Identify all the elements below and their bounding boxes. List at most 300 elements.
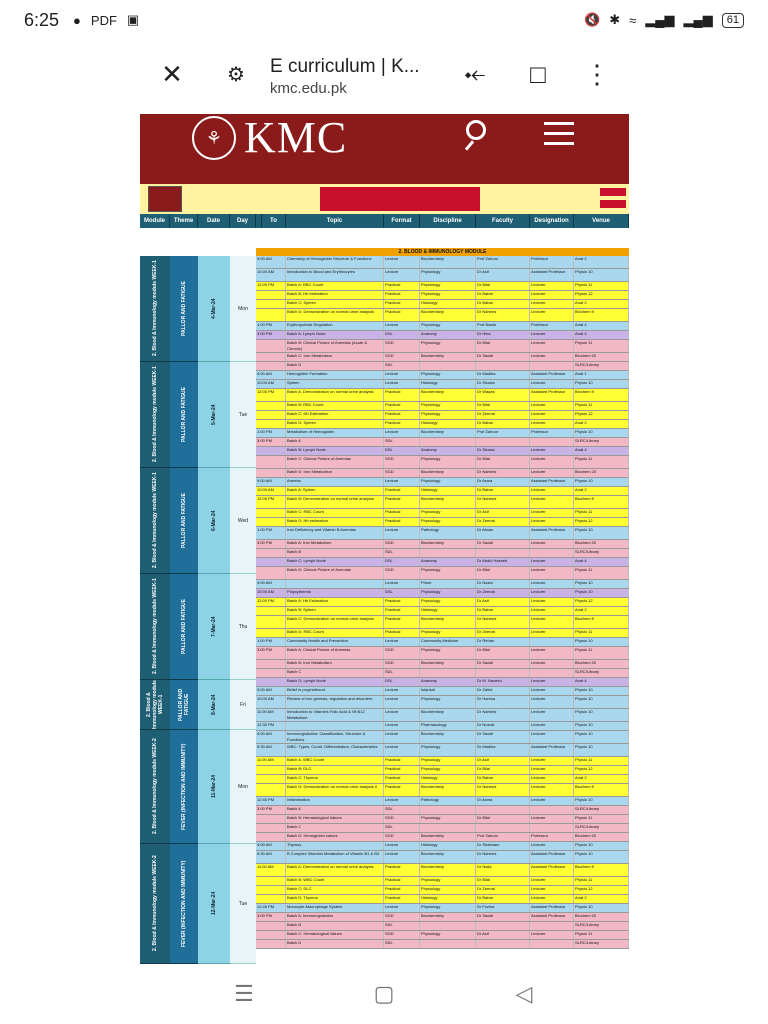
table-cell: 9:00 AM bbox=[256, 687, 286, 695]
table-cell: Batch D: RBC Count bbox=[286, 629, 384, 637]
table-cell: Lecture bbox=[384, 256, 420, 268]
day-label: Mon bbox=[230, 730, 256, 844]
kmc-emblem-icon: ⚘ bbox=[192, 116, 236, 160]
week-cell bbox=[140, 730, 170, 844]
table-cell: Lecturer bbox=[530, 696, 574, 708]
week-cell bbox=[140, 680, 170, 730]
table-row bbox=[256, 340, 629, 353]
table-cell bbox=[256, 833, 286, 841]
table-cell: Physiology bbox=[420, 744, 476, 756]
back-icon[interactable]: ◁ bbox=[515, 981, 533, 1006]
theme-label: PALLOR AND FATIGUE bbox=[178, 688, 190, 721]
table-cell: Assistant Professor bbox=[530, 851, 574, 863]
table-cell: Biochem 20 bbox=[574, 913, 629, 921]
table-row bbox=[256, 616, 629, 629]
table-cell: Biochem 9 bbox=[574, 309, 629, 321]
table-row bbox=[256, 638, 629, 647]
table-cell: Batch C bbox=[286, 824, 384, 832]
table-row bbox=[256, 567, 629, 580]
table-cell: Physio 11 bbox=[574, 931, 629, 939]
table-cell: SDL bbox=[384, 669, 420, 677]
table-cell: Metabolism of Hemoglobin bbox=[286, 429, 384, 437]
table-row bbox=[256, 362, 629, 371]
table-cell: 3:00 PM bbox=[256, 438, 286, 446]
timetable bbox=[140, 214, 629, 964]
table-cell: Lecturer bbox=[530, 842, 574, 850]
table-cell: Dr Madiha bbox=[476, 744, 530, 756]
table-row bbox=[256, 282, 629, 291]
browser-toolbar bbox=[0, 40, 768, 112]
table-cell: SGD bbox=[384, 540, 420, 548]
table-cell: 9:00 AM bbox=[256, 580, 286, 588]
table-cell bbox=[476, 806, 530, 814]
week-label: 2. Blood & Immunology module WEEK-1 bbox=[152, 578, 158, 675]
table-cell: Batch C: Spleen bbox=[286, 300, 384, 308]
table-cell bbox=[420, 806, 476, 814]
table-row bbox=[256, 904, 629, 913]
table-cell: Anat 2 bbox=[574, 607, 629, 615]
table-cell: Lecture bbox=[384, 851, 420, 863]
table-cell: Dr Asif bbox=[476, 598, 530, 606]
table-cell: Lecture bbox=[384, 842, 420, 850]
bookmark-icon[interactable]: □ bbox=[530, 58, 546, 89]
table-cell: Lecturer bbox=[530, 469, 574, 477]
column-header: Date bbox=[198, 214, 230, 228]
table-cell: Lecture bbox=[384, 904, 420, 912]
table-row bbox=[256, 731, 629, 744]
timetable-header bbox=[140, 214, 629, 228]
table-cell bbox=[256, 922, 286, 930]
table-row bbox=[256, 922, 629, 931]
table-cell: Dr Naheed bbox=[476, 851, 530, 863]
table-row bbox=[256, 815, 629, 824]
week-label: 2. Blood & Immunology module WEEK-2 bbox=[152, 738, 158, 835]
search-icon[interactable] bbox=[460, 116, 496, 152]
table-cell: SGD bbox=[384, 913, 420, 921]
table-cell bbox=[286, 580, 384, 588]
table-cell: Batch D bbox=[286, 940, 384, 948]
table-cell: Lecturer bbox=[530, 687, 574, 695]
table-cell: Lecturer bbox=[530, 598, 574, 606]
table-cell: Biochemistry bbox=[420, 469, 476, 477]
table-cell: Lecturer bbox=[530, 886, 574, 894]
table-row bbox=[256, 291, 629, 300]
table-row bbox=[256, 931, 629, 940]
table-cell: Practical bbox=[384, 282, 420, 290]
college-seal-icon bbox=[148, 186, 182, 212]
table-cell: Lecturer bbox=[530, 731, 574, 743]
table-cell: Practical bbox=[384, 411, 420, 419]
table-cell: Lecturer bbox=[530, 540, 574, 548]
table-row bbox=[256, 842, 629, 851]
table-cell: DSL bbox=[384, 558, 420, 566]
table-cell: Dr Babar bbox=[476, 420, 530, 428]
date-label: 8-Mar-24 bbox=[211, 694, 217, 715]
table-cell bbox=[256, 775, 286, 783]
table-cell: Physiology bbox=[420, 340, 476, 352]
date-label: 11-Mar-24 bbox=[211, 774, 217, 799]
table-cell: Physio 10 bbox=[574, 696, 629, 708]
table-cell: Physio 10 bbox=[574, 722, 629, 730]
table-cell: Batch A: Immunoglobulins bbox=[286, 913, 384, 921]
table-row bbox=[256, 709, 629, 722]
table-cell: Physio 10 bbox=[574, 904, 629, 912]
timetable-rows bbox=[256, 256, 629, 949]
table-row bbox=[256, 647, 629, 660]
table-cell: Batch C: RBC Count bbox=[286, 509, 384, 517]
table-cell: Batch B: Iron Metabolism bbox=[286, 660, 384, 668]
table-row bbox=[256, 660, 629, 669]
table-cell bbox=[256, 886, 286, 894]
instagram-icon: ▣ bbox=[126, 12, 140, 27]
table-cell: Lecture bbox=[384, 322, 420, 330]
date-cell bbox=[198, 574, 230, 680]
table-cell: Anatomy bbox=[420, 331, 476, 339]
table-cell: B Complex Vitamins Metabolism of Vitamin B1 & B3 bbox=[286, 851, 384, 863]
column-header: To bbox=[262, 214, 286, 228]
table-cell: Anatomy bbox=[420, 678, 476, 686]
table-cell: SGD bbox=[384, 647, 420, 659]
table-cell: Physio 10 bbox=[574, 744, 629, 756]
table-cell: Lecturer bbox=[530, 509, 574, 517]
table-cell: Dr Abdul Haseeb bbox=[476, 558, 530, 566]
table-cell: Lecturer bbox=[530, 282, 574, 290]
table-cell: Lecture bbox=[384, 269, 420, 281]
batches-button[interactable] bbox=[600, 200, 626, 208]
table-cell: Lecturer bbox=[530, 616, 574, 628]
table-cell: Practical bbox=[384, 757, 420, 765]
table-cell: Dr Rehan bbox=[476, 638, 530, 646]
table-cell: Batch C: Hematological Values bbox=[286, 931, 384, 939]
table-cell: Lecture bbox=[384, 371, 420, 379]
table-cell: Physio 10 bbox=[574, 478, 629, 486]
table-cell: Dr Naheed bbox=[476, 784, 530, 796]
table-cell: Batch B: Clinical Picture of Anemias (Acute & Chronic) bbox=[286, 340, 384, 352]
table-cell: Histology bbox=[420, 842, 476, 850]
table-row bbox=[256, 607, 629, 616]
table-cell: Batch B: Lymph Node bbox=[286, 447, 384, 455]
table-cell: 10:00 AM bbox=[256, 589, 286, 597]
theme-label: PALLOR AND FATIGUE bbox=[181, 281, 187, 336]
table-row bbox=[256, 851, 629, 864]
table-cell: Batch D: Demonstration on normal urine analysis bbox=[286, 309, 384, 321]
table-cell: Biochem 20 bbox=[574, 353, 629, 361]
table-row bbox=[256, 322, 629, 331]
table-cell: Physio 11 bbox=[574, 509, 629, 517]
table-cell: SDL bbox=[384, 806, 420, 814]
table-cell: Physio 10 bbox=[574, 731, 629, 743]
table-cell: Physio 12 bbox=[574, 598, 629, 606]
table-cell: 10:00 AM bbox=[256, 696, 286, 708]
table-cell: Assistant Professor bbox=[530, 371, 574, 379]
table-cell: Dr Asma bbox=[476, 797, 530, 805]
table-cell: Anatomy bbox=[420, 447, 476, 455]
table-cell: Batch D: Clinical Picture of Anemias bbox=[286, 567, 384, 579]
table-cell: Physio 10 bbox=[574, 842, 629, 850]
table-row bbox=[256, 744, 629, 757]
table-row bbox=[256, 518, 629, 527]
close-icon[interactable]: ✕ bbox=[161, 58, 183, 89]
home-icon[interactable]: ▢ bbox=[373, 981, 395, 1006]
share-icon[interactable]: ⤝ bbox=[464, 58, 486, 88]
table-cell bbox=[530, 940, 574, 948]
table-cell: Batch A bbox=[286, 806, 384, 814]
table-cell: 9:00 AM bbox=[256, 478, 286, 486]
wifi-icon: ≈ bbox=[629, 12, 637, 28]
table-row bbox=[256, 766, 629, 775]
table-cell bbox=[256, 300, 286, 308]
table-cell: Lecturer bbox=[530, 895, 574, 903]
table-cell: Physio 10 bbox=[574, 527, 629, 539]
table-cell: WBC: Types, Count, Differentiation, Characteristics bbox=[286, 744, 384, 756]
table-cell: Assistant Professor bbox=[530, 864, 574, 876]
table-cell: Lecture bbox=[384, 527, 420, 539]
table-cell: Spleen bbox=[286, 380, 384, 388]
table-cell: Dr Bilal bbox=[476, 567, 530, 579]
table-cell: Practical bbox=[384, 877, 420, 885]
table-cell: Lecturer bbox=[530, 309, 574, 321]
table-cell: Batch D: Thymus bbox=[286, 895, 384, 903]
table-cell: Dr Naheed bbox=[476, 496, 530, 508]
table-cell: Biochemistry bbox=[420, 709, 476, 721]
table-cell: Community Medicine bbox=[420, 638, 476, 646]
table-cell bbox=[476, 922, 530, 930]
table-cell: Lecture bbox=[384, 638, 420, 646]
table-cell: Dr Zeenat bbox=[476, 589, 530, 597]
table-cell: Batch B bbox=[286, 549, 384, 557]
table-cell: Batch A bbox=[286, 438, 384, 446]
table-cell: Dr Bilal bbox=[476, 877, 530, 885]
table-cell: Dr Babar bbox=[476, 607, 530, 615]
table-cell: Physiology bbox=[420, 322, 476, 330]
column-header: Format bbox=[384, 214, 420, 228]
table-cell: 9:30 AM bbox=[256, 851, 286, 863]
table-cell: Histology bbox=[420, 775, 476, 783]
table-cell: SDL bbox=[384, 922, 420, 930]
table-cell: 12:30 PM bbox=[256, 722, 286, 730]
table-cell: SGD bbox=[384, 567, 420, 579]
table-cell: 10:00 AM bbox=[256, 487, 286, 495]
site-logo[interactable]: KMC bbox=[244, 114, 348, 162]
table-cell: Histology bbox=[420, 607, 476, 615]
date-label: 7-Mar-24 bbox=[211, 616, 217, 637]
table-row bbox=[256, 678, 629, 687]
table-cell: Professor bbox=[530, 833, 574, 841]
site-settings-icon[interactable]: ⚙ bbox=[227, 63, 245, 86]
column-header: Topic bbox=[286, 214, 384, 228]
table-cell: Physio 10 bbox=[574, 851, 629, 863]
table-row bbox=[256, 269, 629, 282]
table-cell: Lecturer bbox=[530, 931, 574, 939]
table-cell bbox=[420, 438, 476, 446]
table-cell: Dr Bilal bbox=[476, 647, 530, 659]
table-cell: Anatomy bbox=[420, 558, 476, 566]
table-cell: Batch C bbox=[286, 669, 384, 677]
table-cell: SGD bbox=[384, 660, 420, 668]
table-cell: Professor bbox=[530, 322, 574, 330]
table-cell: Batch C: Demonstration on normal urine analysis bbox=[286, 616, 384, 628]
table-cell: Assistant Professor bbox=[530, 744, 574, 756]
table-cell bbox=[256, 340, 286, 352]
table-cell: Dr Zeenat bbox=[476, 518, 530, 526]
table-cell: Batch D: Iron Metabolism bbox=[286, 469, 384, 477]
table-cell: SLRC/Library bbox=[574, 362, 629, 370]
table-cell: DSL bbox=[384, 447, 420, 455]
table-cell: Dr Bilal bbox=[476, 815, 530, 823]
day-label: Fri bbox=[230, 680, 256, 730]
table-cell: 11:00 AM bbox=[256, 757, 286, 765]
table-cell: Physio 12 bbox=[574, 518, 629, 526]
table-cell: SDL bbox=[384, 549, 420, 557]
table-cell: Physio 10 bbox=[574, 638, 629, 646]
column-header: Designation bbox=[530, 214, 574, 228]
table-cell: Anat 4 bbox=[574, 678, 629, 686]
table-cell: Lecture bbox=[384, 797, 420, 805]
date-label: 12-Mar-24 bbox=[211, 891, 217, 916]
table-cell: Lecture bbox=[384, 580, 420, 588]
table-cell: Batch B: Demonstration on normal urine analysis bbox=[286, 496, 384, 508]
table-cell: Professor bbox=[530, 256, 574, 268]
table-cell: Histology bbox=[420, 420, 476, 428]
signal-icon: ▂▄▆ bbox=[645, 12, 675, 27]
table-cell: 9:30 AM bbox=[256, 744, 286, 756]
table-row bbox=[256, 757, 629, 766]
table-row bbox=[256, 496, 629, 509]
table-cell: Practical bbox=[384, 775, 420, 783]
table-cell: Erythropoiesis Regulation bbox=[286, 322, 384, 330]
table-cell: Lecturer bbox=[530, 331, 574, 339]
recent-apps-icon[interactable]: ☰ bbox=[234, 981, 254, 1006]
table-cell: Lecturer bbox=[530, 589, 574, 597]
table-row bbox=[256, 411, 629, 420]
table-cell: 1:00 PM bbox=[256, 322, 286, 330]
table-cell bbox=[530, 638, 574, 646]
table-cell: Lecturer bbox=[530, 558, 574, 566]
table-row bbox=[256, 696, 629, 709]
table-cell: Monocyte-Macrophage System bbox=[286, 904, 384, 912]
pdf-icon: PDF bbox=[90, 12, 117, 28]
table-row bbox=[256, 877, 629, 886]
table-cell: Biochemistry bbox=[420, 309, 476, 321]
table-cell: Physiology bbox=[420, 696, 476, 708]
table-cell: Dr Babar bbox=[476, 291, 530, 299]
table-cell: 9:00 AM bbox=[256, 256, 286, 268]
table-cell: Batch B: WBC Count bbox=[286, 877, 384, 885]
table-cell: Dr Bilal bbox=[476, 282, 530, 290]
mute-icon: 🔇 bbox=[584, 12, 601, 27]
table-cell: Batch C: Clinical Picture of Anemias bbox=[286, 456, 384, 468]
table-row bbox=[256, 940, 629, 949]
url-block[interactable] bbox=[270, 56, 420, 97]
table-cell: Physiology bbox=[420, 629, 476, 637]
table-cell: Lecture bbox=[384, 709, 420, 721]
table-cell: Dr Sadaf bbox=[476, 540, 530, 548]
table-cell bbox=[256, 629, 286, 637]
table-cell: Physiology bbox=[420, 757, 476, 765]
table-cell: Pharmacology bbox=[420, 722, 476, 730]
more-options-icon[interactable]: ⋮ bbox=[584, 58, 610, 89]
table-cell: SLRC/Library bbox=[574, 438, 629, 446]
table-cell bbox=[420, 940, 476, 948]
table-cell bbox=[476, 669, 530, 677]
table-row bbox=[256, 895, 629, 904]
table-cell: Physiology bbox=[420, 567, 476, 579]
table-cell bbox=[420, 362, 476, 370]
table-cell: Batch A: WBC Count bbox=[286, 757, 384, 765]
table-cell: Histology bbox=[420, 300, 476, 308]
week-label: 2. Blood & Immunology module WEEK-1 bbox=[152, 472, 158, 569]
hamburger-menu-icon[interactable] bbox=[544, 122, 574, 146]
table-cell: Practical bbox=[384, 895, 420, 903]
table-cell: DSL bbox=[384, 678, 420, 686]
table-cell: Lecture bbox=[384, 687, 420, 695]
table-cell: Lecturer bbox=[530, 766, 574, 774]
week-cell bbox=[140, 574, 170, 680]
table-row bbox=[256, 478, 629, 487]
table-cell: 11:00 AM bbox=[256, 864, 286, 876]
theme-cell bbox=[170, 680, 198, 730]
table-cell: Batch A: Clinical Picture of Anemias bbox=[286, 647, 384, 659]
table-row bbox=[256, 353, 629, 362]
table-cell bbox=[256, 509, 286, 517]
table-cell bbox=[530, 824, 574, 832]
table-cell: Dr Shazia bbox=[476, 380, 530, 388]
theme-label: PALLOR AND FATIGUE bbox=[181, 493, 187, 548]
table-cell: Physiology bbox=[420, 518, 476, 526]
table-cell: Practical bbox=[384, 766, 420, 774]
table-cell: Lecturer bbox=[530, 300, 574, 308]
table-cell: Belief in prophethood bbox=[286, 687, 384, 695]
table-cell: Practical bbox=[384, 420, 420, 428]
table-cell: SGD bbox=[384, 353, 420, 361]
table-cell: Biochem 9 bbox=[574, 496, 629, 508]
date-cell bbox=[198, 730, 230, 844]
table-cell bbox=[256, 766, 286, 774]
date-label: 4-Mar-24 bbox=[211, 298, 217, 319]
table-row bbox=[256, 402, 629, 411]
week-label: 2. Blood & Immunology module WEEK-1 bbox=[152, 366, 158, 463]
table-cell: Dr Asif bbox=[476, 757, 530, 765]
table-cell: Introduction to Vitamins Folic Acid & Vit B12 Metabolism bbox=[286, 709, 384, 721]
table-cell: Physio 11 bbox=[574, 567, 629, 579]
table-cell: Lecture bbox=[384, 722, 420, 730]
table-cell: SGD bbox=[384, 340, 420, 352]
table-cell: Dr Naila bbox=[476, 864, 530, 876]
table-cell: Dr Zeenat bbox=[476, 629, 530, 637]
home-button[interactable] bbox=[600, 188, 626, 196]
table-cell: Lecturer bbox=[530, 402, 574, 410]
table-cell: Dr Naheed bbox=[476, 469, 530, 477]
table-cell: Physio 10 bbox=[574, 589, 629, 597]
table-row bbox=[256, 429, 629, 438]
table-cell: Physio 11 bbox=[574, 815, 629, 823]
table-cell: Dr Sadaf bbox=[476, 353, 530, 361]
table-cell: Lecturer bbox=[530, 420, 574, 428]
table-cell bbox=[420, 549, 476, 557]
table-cell: Dr Zahid bbox=[476, 687, 530, 695]
table-cell: Histology bbox=[420, 487, 476, 495]
table-cell: 1:00 PM bbox=[256, 527, 286, 539]
table-cell: Batch B: RBC Count bbox=[286, 402, 384, 410]
url-host: kmc.edu.pk bbox=[270, 80, 347, 97]
table-cell: Physiology bbox=[420, 456, 476, 468]
table-cell: Physiology bbox=[420, 598, 476, 606]
table-cell: Batch B: Hb estimation bbox=[286, 291, 384, 299]
column-header: Venue bbox=[574, 214, 629, 228]
table-cell: Batch D: Lymph Node bbox=[286, 678, 384, 686]
table-row bbox=[256, 469, 629, 478]
table-cell: Inflammation bbox=[286, 797, 384, 805]
